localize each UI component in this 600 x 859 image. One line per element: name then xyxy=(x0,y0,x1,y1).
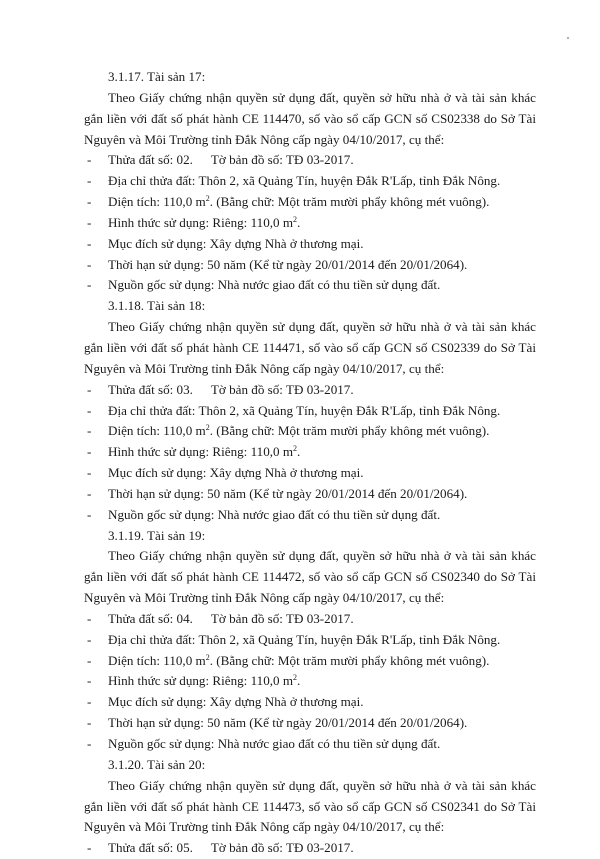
duration-item xyxy=(84,255,536,276)
duration-item xyxy=(84,484,536,505)
plot-address: Địa chỉ thửa đất: Thôn 2, xã Quảng Tín, huyện Đắk R'Lấp, tỉnh Đắk Nông. xyxy=(108,173,501,189)
area-item xyxy=(84,651,536,672)
dash-bullet: - xyxy=(87,444,92,460)
dash-bullet: - xyxy=(87,256,92,272)
purpose-item xyxy=(84,463,536,484)
usage-form: Hình thức sử dụng: Riêng: 110,0 m xyxy=(108,214,294,230)
purpose-item xyxy=(84,692,536,713)
dash-bullet: - xyxy=(87,673,92,689)
plot-address: Địa chỉ thửa đất: Thôn 2, xã Quảng Tín, huyện Đắk R'Lấp, tỉnh Đắk Nông. xyxy=(108,631,501,647)
dash-bullet: - xyxy=(87,173,92,189)
dash-bullet: - xyxy=(87,277,92,293)
duration-item xyxy=(84,713,536,734)
dash-bullet: - xyxy=(87,402,92,418)
area-value: Diện tích: 110,0 m xyxy=(108,652,206,668)
dash-bullet: - xyxy=(87,423,92,439)
dash-bullet: - xyxy=(87,631,92,647)
usage-duration: Thời hạn sử dụng: 50 năm (Kể từ ngày 20/01/2014 đến 20/01/2064). xyxy=(108,715,468,731)
map-sheet-number: Tờ bản đồ số: TĐ 03-2017. xyxy=(210,381,354,397)
squared-superscript: 2 xyxy=(293,673,298,683)
area-in-words: . (Bằng chữ: Một trăm mười phẩy không mét vuông). xyxy=(209,423,490,439)
land-plot-item xyxy=(84,838,536,859)
dash-bullet: - xyxy=(87,381,92,397)
origin-item xyxy=(84,505,536,526)
usage-duration: Thời hạn sử dụng: 50 năm (Kể từ ngày 20/01/2014 đến 20/01/2064). xyxy=(108,256,468,272)
land-plot-item xyxy=(84,380,536,401)
dash-bullet: - xyxy=(87,694,92,710)
usage-form: Hình thức sử dụng: Riêng: 110,0 m xyxy=(108,673,294,689)
asset-heading: 3.1.18. Tài sản 18: xyxy=(108,298,206,314)
period: . xyxy=(297,444,301,460)
document-body xyxy=(84,67,536,859)
usage-purpose: Mục đích sử dụng: Xây dựng Nhà ở thương mại. xyxy=(108,235,364,251)
asset-heading: 3.1.17. Tài sản 17: xyxy=(108,69,206,84)
dash-bullet: - xyxy=(87,152,92,168)
period: . xyxy=(297,673,301,689)
dash-bullet: - xyxy=(87,235,92,251)
address-item xyxy=(84,630,536,651)
asset-heading: 3.1.19. Tài sản 19: xyxy=(108,527,206,543)
dash-bullet: - xyxy=(87,214,92,230)
address-item xyxy=(84,171,536,192)
squared-superscript: 2 xyxy=(205,423,210,433)
map-sheet-number: Tờ bản đồ số: TĐ 03-2017. xyxy=(210,840,354,856)
scan-speck xyxy=(567,37,569,39)
area-in-words: . (Bằng chữ: Một trăm mười phẩy không mét vuông). xyxy=(209,194,490,210)
land-plot-number: Thửa đất số: 05. xyxy=(108,840,193,856)
land-plot-number: Thửa đất số: 03. xyxy=(108,381,193,397)
asset-heading: 3.1.20. Tài sản 20: xyxy=(108,756,206,772)
dash-bullet: - xyxy=(87,715,92,731)
dash-bullet: - xyxy=(87,465,92,481)
map-sheet-number: Tờ bản đồ số: TĐ 03-2017. xyxy=(210,152,354,168)
dash-bullet: - xyxy=(87,840,92,856)
land-plot-item xyxy=(84,150,536,171)
plot-address: Địa chỉ thửa đất: Thôn 2, xã Quảng Tín, huyện Đắk R'Lấp, tỉnh Đắk Nông. xyxy=(108,402,501,418)
area-value: Diện tích: 110,0 m xyxy=(108,423,206,439)
squared-superscript: 2 xyxy=(205,194,210,204)
period: . xyxy=(297,214,301,230)
usage-origin: Nguồn gốc sử dụng: Nhà nước giao đất có thu tiền sử dụng đất. xyxy=(108,506,441,522)
usage-origin: Nguồn gốc sử dụng: Nhà nước giao đất có thu tiền sử dụng đất. xyxy=(108,277,441,293)
origin-item xyxy=(84,734,536,755)
usage-origin: Nguồn gốc sử dụng: Nhà nước giao đất có thu tiền sử dụng đất. xyxy=(108,736,441,751)
squared-superscript: 2 xyxy=(293,214,298,224)
dash-bullet: - xyxy=(87,485,92,501)
usage-form-item xyxy=(84,442,536,463)
usage-form-item xyxy=(84,671,536,692)
asset-intro: Theo Giấy chứng nhận quyền sử dụng đất, quyền sở hữu nhà ở và tài sản khác gắn liền với đất số phát hành CE 114471, số vào sổ cấp GCN số CS02339 do Sở Tài Nguyên và Môi Trường tỉnh Đắk Nông cấp ngày 04/10/2017, cụ thể: xyxy=(84,319,536,376)
usage-purpose: Mục đích sử dụng: Xây dựng Nhà ở thương mại. xyxy=(108,694,364,710)
land-plot-number: Thửa đất số: 02. xyxy=(108,152,193,168)
asset-intro: Theo Giấy chứng nhận quyền sử dụng đất, quyền sở hữu nhà ở và tài sản khác gắn liền với đất số phát hành CE 114472, số vào sổ cấp GCN số CS02340 do Sở Tài Nguyên và Môi Trường tỉnh Đắk Nông cấp ngày 04/10/2017, cụ thể: xyxy=(84,548,536,606)
usage-form-item xyxy=(84,213,536,234)
dash-bullet: - xyxy=(87,610,92,626)
squared-superscript: 2 xyxy=(205,652,210,662)
area-in-words: . (Bằng chữ: Một trăm mười phẩy không mét vuông). xyxy=(209,652,490,668)
asset-intro: Theo Giấy chứng nhận quyền sử dụng đất, quyền sở hữu nhà ở và tài sản khác gắn liền với đất số phát hành CE 114470, số vào sổ cấp GCN số CS02338 do Sở Tài Nguyên và Môi Trường tỉnh Đắk Nông cấp ngày 04/10/2017, cụ thể: xyxy=(84,89,536,147)
map-sheet-number: Tờ bản đồ số: TĐ 03-2017. xyxy=(210,610,354,626)
dash-bullet: - xyxy=(87,652,92,668)
land-plot-item xyxy=(84,609,536,630)
area-item xyxy=(84,192,536,213)
dash-bullet: - xyxy=(87,506,92,522)
purpose-item xyxy=(84,234,536,255)
usage-duration: Thời hạn sử dụng: 50 năm (Kể từ ngày 20/01/2014 đến 20/01/2064). xyxy=(108,485,468,501)
usage-purpose: Mục đích sử dụng: Xây dựng Nhà ở thương mại. xyxy=(108,465,364,481)
asset-intro: Theo Giấy chứng nhận quyền sử dụng đất, quyền sở hữu nhà ở và tài sản khác gắn liền với đất số phát hành CE 114473, số vào sổ cấp GCN số CS02341 do Sở Tài Nguyên và Môi Trường tỉnh Đắk Nông cấp ngày 04/10/2017, cụ thể: xyxy=(84,777,536,835)
area-value: Diện tích: 110,0 m xyxy=(108,194,206,210)
area-item xyxy=(84,421,536,442)
land-plot-number: Thửa đất số: 04. xyxy=(108,610,193,626)
origin-item xyxy=(84,275,536,296)
squared-superscript: 2 xyxy=(293,444,298,454)
address-item xyxy=(84,401,536,422)
usage-form: Hình thức sử dụng: Riêng: 110,0 m xyxy=(108,444,294,460)
dash-bullet: - xyxy=(87,736,92,751)
dash-bullet: - xyxy=(87,194,92,210)
